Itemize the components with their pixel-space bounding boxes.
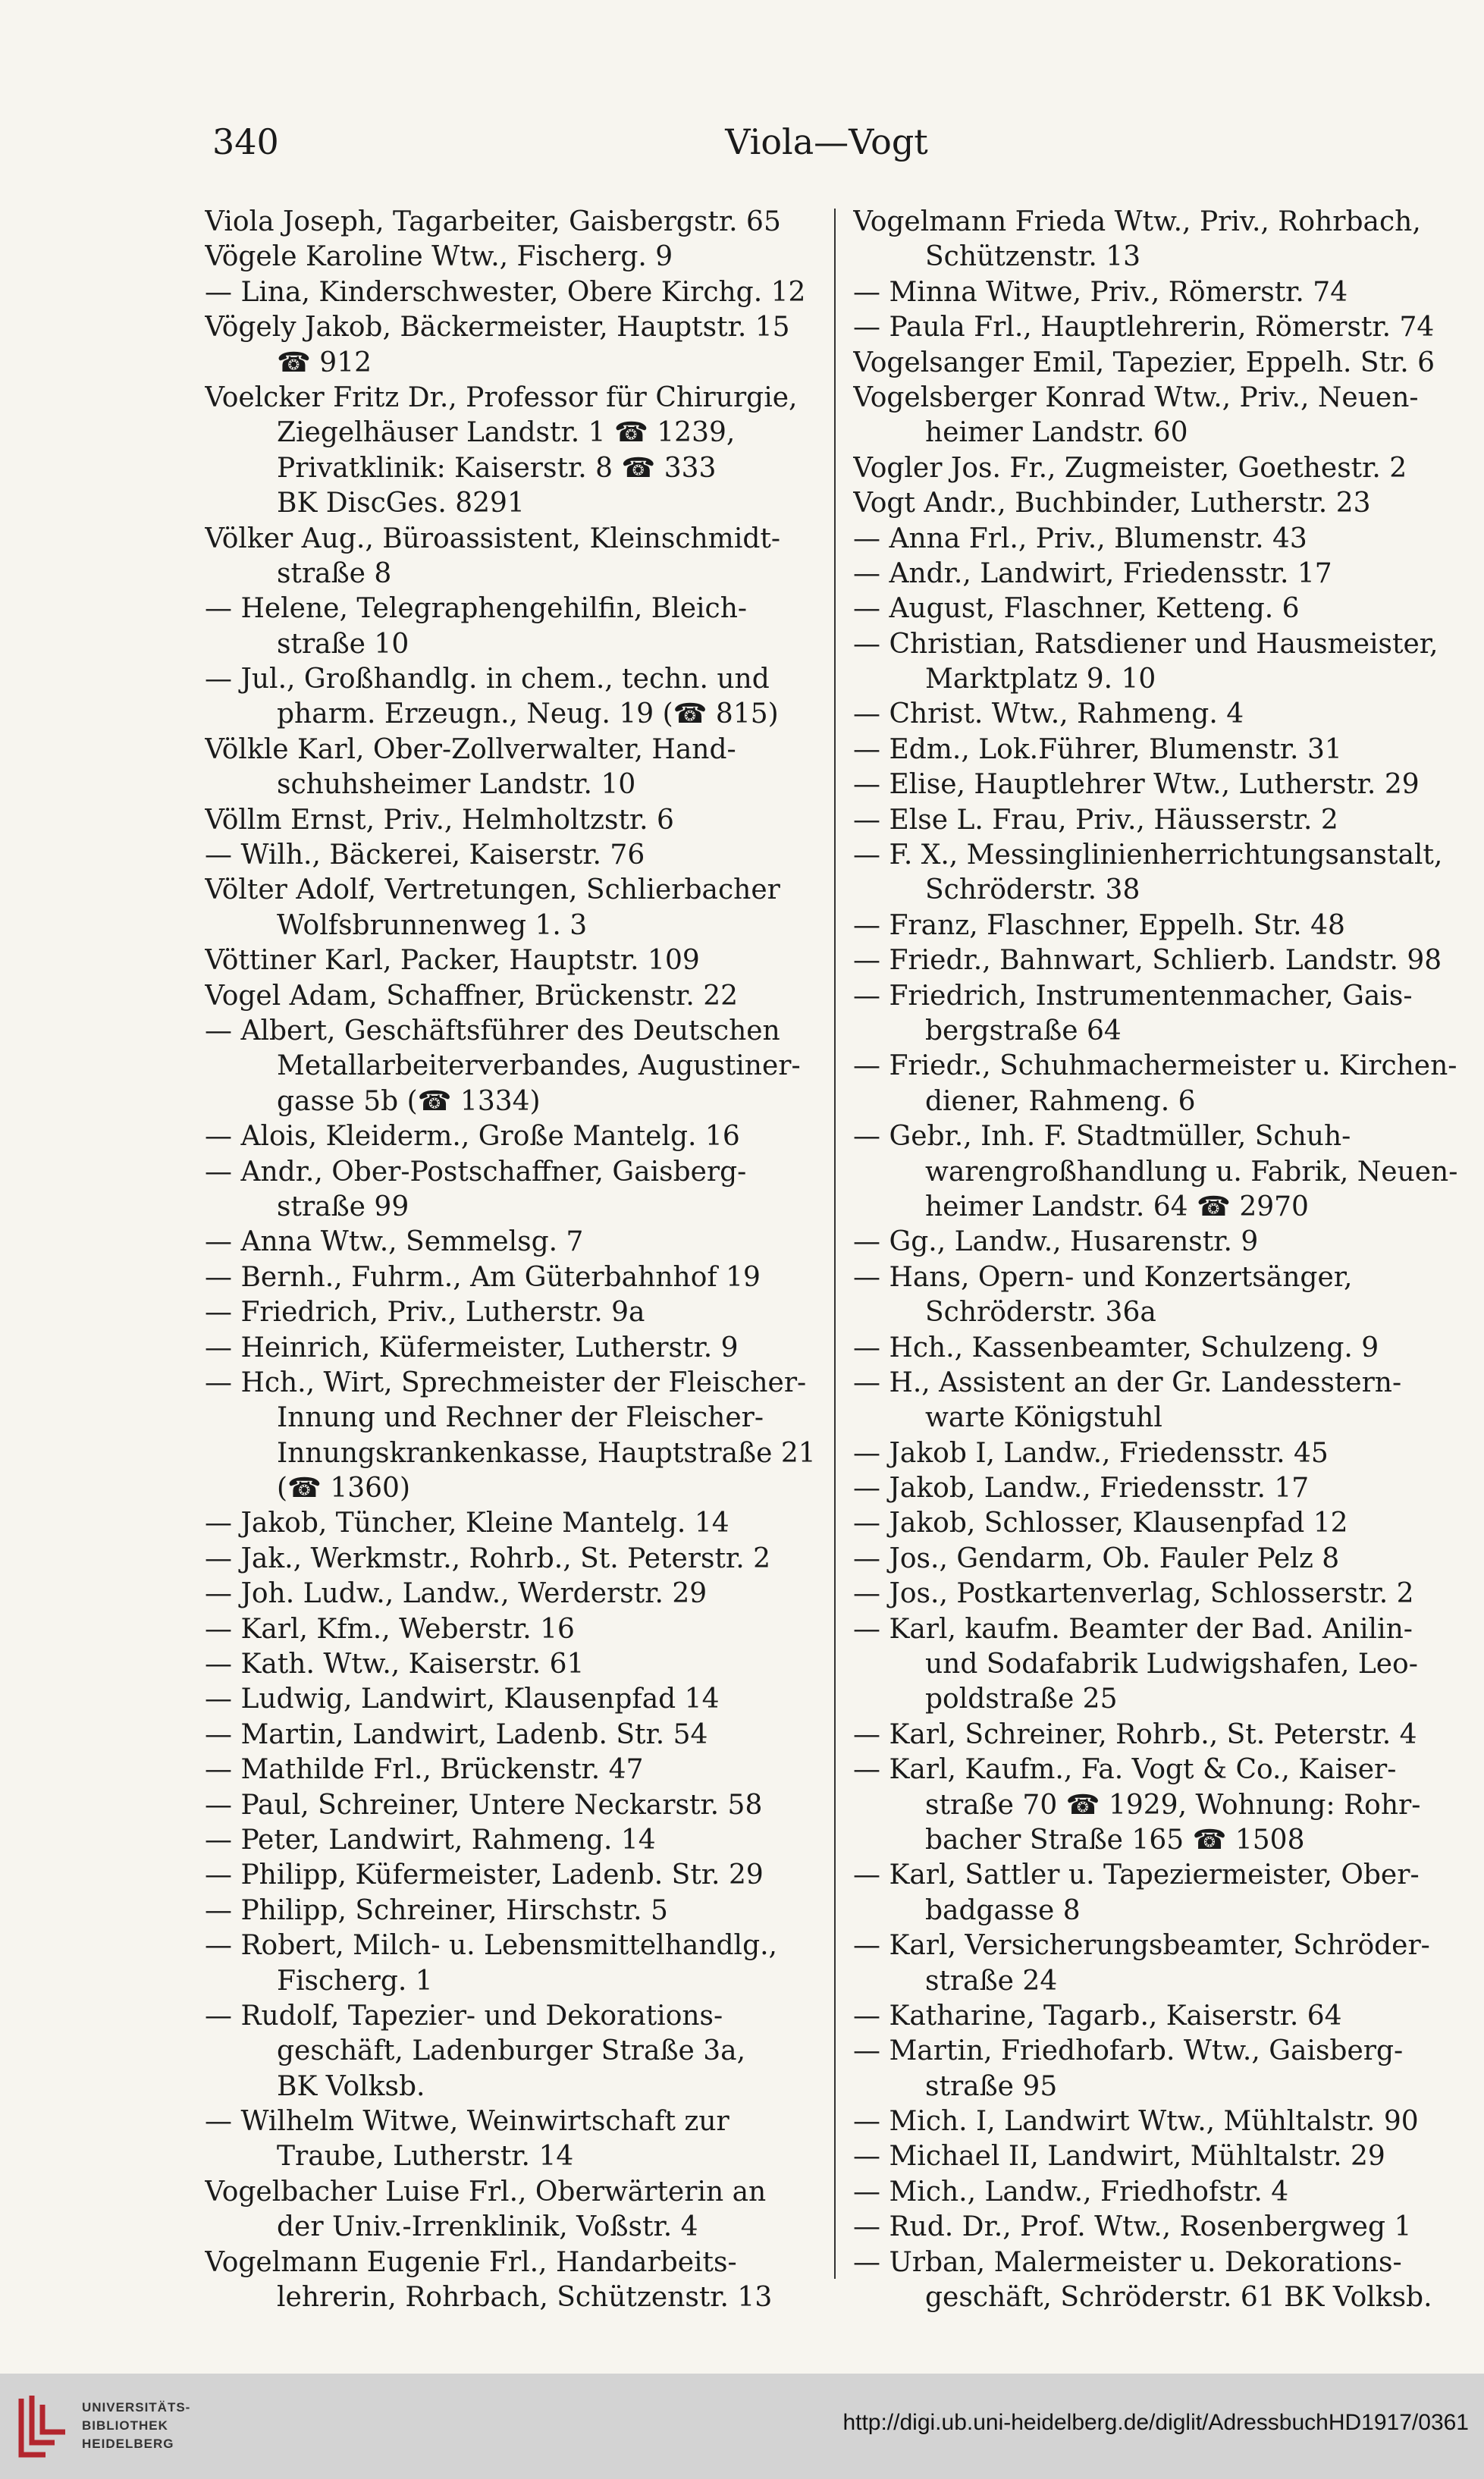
directory-entry-line: Vögely Jakob, Bäckermeister, Hauptstr. 15 <box>205 312 790 344</box>
directory-entry-line: — Gebr., Inh. F. Stadtmüller, Schuh- <box>853 1121 1351 1153</box>
entry-continuation-line: straße 8 <box>277 557 392 589</box>
directory-entry-line: — Karl, Sattler u. Tapeziermeister, Ober- <box>853 1859 1420 1891</box>
library-logo[interactable] <box>15 2393 197 2461</box>
entry-continuation-line: schuhsheimer Landstr. 10 <box>277 769 636 801</box>
entry-continuation-line: Innung und Rechner der Fleischer- <box>277 1402 764 1434</box>
directory-entry-line: — Mich. I, Landwirt Wtw., Mühltalstr. 90 <box>853 2106 1419 2138</box>
directory-entry-line: — Friedr., Bahnwart, Schlierb. Landstr. 98 <box>853 945 1442 977</box>
logo-line: BIBLIOTHEK <box>82 2418 168 2433</box>
directory-entry-line: Vogelsanger Emil, Tapezier, Eppelh. Str. 6 <box>853 347 1435 378</box>
footer-bar <box>0 2374 1484 2479</box>
directory-entry-line: — Joh. Ludw., Landw., Werderstr. 29 <box>205 1578 707 1610</box>
directory-entry-line: — Karl, Kfm., Weberstr. 16 <box>205 1613 575 1645</box>
entry-continuation-line: bergstraße 64 <box>925 1015 1122 1047</box>
entry-continuation-line: Marktplatz 9. 10 <box>925 664 1156 695</box>
entry-continuation-line: Schützenstr. 13 <box>925 241 1141 273</box>
entry-continuation-line: Ziegelhäuser Landstr. 1 ☎ 1239, <box>277 417 736 449</box>
directory-entry-line: — Hch., Kassenbeamter, Schulzeng. 9 <box>853 1332 1379 1363</box>
entry-continuation-line: heimer Landstr. 60 <box>925 417 1188 449</box>
directory-entry-line: Vögele Karoline Wtw., Fischerg. 9 <box>205 241 673 273</box>
directory-entry-line: — Elise, Hauptlehrer Wtw., Lutherstr. 29 <box>853 769 1420 801</box>
directory-entry-line: — Andr., Landwirt, Friedensstr. 17 <box>853 557 1332 589</box>
directory-entry-line: — Karl, Schreiner, Rohrb., St. Peterstr. 4 <box>853 1718 1417 1750</box>
directory-entry-line: Vogelsberger Konrad Wtw., Priv., Neuen- <box>853 381 1419 413</box>
page-number: 340 <box>212 121 279 162</box>
directory-entry-line: — Christ. Wtw., Rahmeng. 4 <box>853 698 1244 730</box>
directory-entry-line: — Rudolf, Tapezier- und Dekorations- <box>205 2000 723 2032</box>
directory-entry-line: Vogelbacher Luise Frl., Oberwärterin an <box>205 2176 767 2208</box>
page-header <box>212 121 1441 167</box>
entry-continuation-line: Innungskrankenkasse, Hauptstraße 21 <box>277 1437 816 1469</box>
directory-entry-line: — Jakob, Schlosser, Klausenpfad 12 <box>853 1508 1348 1539</box>
left-column <box>205 205 827 2315</box>
entry-continuation-line: straße 70 ☎ 1929, Wohnung: Rohr- <box>925 1789 1421 1821</box>
entry-continuation-line: Schröderstr. 36a <box>925 1297 1156 1329</box>
directory-entry-line: — Martin, Friedhofarb. Wtw., Gaisberg- <box>853 2035 1404 2067</box>
directory-entry-line: Vogt Andr., Buchbinder, Lutherstr. 23 <box>853 488 1371 519</box>
directory-entry-line: — F. X., Messinglinienherrichtungsanstalt, <box>853 839 1443 871</box>
directory-entry-line: — Karl, Kaufm., Fa. Vogt & Co., Kaiser- <box>853 1754 1397 1786</box>
entry-continuation-line: geschäft, Ladenburger Straße 3a, <box>277 2035 746 2067</box>
directory-entry-line: Völkle Karl, Ober-Zollverwalter, Hand- <box>205 733 736 765</box>
directory-entry-line: — Philipp, Schreiner, Hirschstr. 5 <box>205 1894 668 1926</box>
directory-entry-line: Vöttiner Karl, Packer, Hauptstr. 109 <box>205 945 700 977</box>
entry-continuation-line: poldstraße 25 <box>925 1684 1118 1715</box>
source-url-link[interactable]: http://digi.ub.uni-heidelberg.de/diglit/AdressbuchHD1917/0361 <box>842 2410 1469 2435</box>
directory-entry-line: Vogelmann Eugenie Frl., Handarbeits- <box>205 2246 737 2278</box>
entry-continuation-line: warengroßhandlung u. Fabrik, Neuen- <box>925 1156 1458 1188</box>
entry-continuation-line: und Sodafabrik Ludwigshafen, Leo- <box>925 1649 1418 1680</box>
directory-entry-line: — Helene, Telegraphengehilfin, Bleich- <box>205 593 748 625</box>
entry-continuation-line: diener, Rahmeng. 6 <box>925 1085 1196 1117</box>
directory-entry-line: — Katharine, Tagarb., Kaiserstr. 64 <box>853 2000 1342 2032</box>
entry-continuation-line: BK DiscGes. 8291 <box>277 488 525 519</box>
running-title: Viola—Vogt <box>725 121 928 162</box>
entry-continuation-line: straße 24 <box>925 1965 1058 1997</box>
directory-entry-line: — Jakob I, Landw., Friedensstr. 45 <box>853 1437 1329 1469</box>
directory-entry-line: — Wilhelm Witwe, Weinwirtschaft zur <box>205 2106 729 2138</box>
directory-entry-line: Vogelmann Frieda Wtw., Priv., Rohrbach, <box>853 206 1421 237</box>
entry-continuation-line: ☎ 912 <box>277 347 372 378</box>
directory-entry-line: — Franz, Flaschner, Eppelh. Str. 48 <box>853 909 1345 941</box>
library-logo-mark-icon <box>15 2393 73 2461</box>
entry-continuation-line: Metallarbeiterverbandes, Augustiner- <box>277 1050 801 1082</box>
directory-entry-line: — Michael II, Landwirt, Mühltalstr. 29 <box>853 2141 1385 2173</box>
directory-entry-line: — Jul., Großhandlg. in chem., techn. und <box>205 664 770 695</box>
directory-entry-line: Voelcker Fritz Dr., Professor für Chirurgie, <box>205 381 798 413</box>
entry-continuation-line: geschäft, Schröderstr. 61 BK Volksb. <box>925 2282 1432 2314</box>
entry-continuation-line: gasse 5b (☎ 1334) <box>277 1085 541 1117</box>
directory-entry-line: — August, Flaschner, Ketteng. 6 <box>853 593 1300 625</box>
directory-entry-line: — Jos., Gendarm, Ob. Fauler Pelz 8 <box>853 1542 1340 1574</box>
directory-entry-line: — Anna Frl., Priv., Blumenstr. 43 <box>853 522 1307 554</box>
directory-entry-line: Viola Joseph, Tagarbeiter, Gaisbergstr. 65 <box>205 206 781 237</box>
directory-entry-line: — Andr., Ober-Postschaffner, Gaisberg- <box>205 1156 747 1188</box>
directory-entry-line: — Hans, Opern- und Konzertsänger, <box>853 1261 1353 1293</box>
entry-continuation-line: straße 95 <box>925 2070 1058 2102</box>
directory-entry-line: — Heinrich, Küfermeister, Lutherstr. 9 <box>205 1332 739 1363</box>
directory-entry-line: — Karl, Versicherungsbeamter, Schröder- <box>853 1930 1430 1962</box>
right-column <box>853 205 1475 2315</box>
directory-entry-line: — Friedrich, Priv., Lutherstr. 9a <box>205 1297 645 1329</box>
directory-entry-line: Vogler Jos. Fr., Zugmeister, Goethestr. 2 <box>853 452 1407 484</box>
directory-entry-line: — Mich., Landw., Friedhofstr. 4 <box>853 2176 1289 2208</box>
directory-entry-line: — Wilh., Bäckerei, Kaiserstr. 76 <box>205 839 645 871</box>
entry-continuation-line: straße 99 <box>277 1191 409 1222</box>
directory-entry-line: — H., Assistent an der Gr. Landesstern- <box>853 1367 1402 1398</box>
directory-entry-line: — Gg., Landw., Husarenstr. 9 <box>853 1226 1259 1258</box>
logo-line: UNIVERSITÄTS- <box>82 2400 191 2415</box>
directory-entry-line: — Martin, Landwirt, Ladenb. Str. 54 <box>205 1718 708 1750</box>
entry-continuation-line: heimer Landstr. 64 ☎ 2970 <box>925 1191 1309 1222</box>
entry-continuation-line: pharm. Erzeugn., Neug. 19 (☎ 815) <box>277 698 779 730</box>
entry-continuation-line: lehrerin, Rohrbach, Schützenstr. 13 <box>277 2282 773 2314</box>
entry-continuation-line: Fischerg. 1 <box>277 1965 433 1997</box>
logo-line: HEIDELBERG <box>82 2437 174 2451</box>
directory-entry-line: — Robert, Milch- u. Lebensmittelhandlg., <box>205 1930 777 1962</box>
entry-continuation-line: BK Volksb. <box>277 2070 425 2102</box>
entry-continuation-line: warte Königstuhl <box>925 1402 1162 1434</box>
directory-entry-line: — Lina, Kinderschwester, Obere Kirchg. 12 <box>205 276 806 308</box>
entry-continuation-line: straße 10 <box>277 628 409 660</box>
directory-entry-line: — Rud. Dr., Prof. Wtw., Rosenbergweg 1 <box>853 2211 1412 2243</box>
entry-continuation-line: der Univ.-Irrenklinik, Voßstr. 4 <box>277 2211 698 2243</box>
directory-entry-line: — Karl, kaufm. Beamter der Bad. Anilin- <box>853 1613 1413 1645</box>
directory-entry-line: — Albert, Geschäftsführer des Deutschen <box>205 1015 780 1047</box>
entry-continuation-line: Traube, Lutherstr. 14 <box>277 2141 574 2173</box>
directory-entry-line: Vogel Adam, Schaffner, Brückenstr. 22 <box>205 980 739 1012</box>
entry-continuation-line: (☎ 1360) <box>277 1473 410 1505</box>
directory-entry-line: — Minna Witwe, Priv., Römerstr. 74 <box>853 276 1348 308</box>
directory-entry-line: Völker Aug., Büroassistent, Kleinschmidt- <box>205 522 781 554</box>
directory-entry-line: — Anna Wtw., Semmelsg. 7 <box>205 1226 584 1258</box>
directory-entry-line: — Friedrich, Instrumentenmacher, Gais- <box>853 980 1413 1012</box>
directory-entry-line: — Philipp, Küfermeister, Ladenb. Str. 29 <box>205 1859 764 1891</box>
directory-entry-line: — Paula Frl., Hauptlehrerin, Römerstr. 74 <box>853 312 1435 344</box>
directory-entry-line: — Jakob, Tüncher, Kleine Mantelg. 14 <box>205 1508 729 1539</box>
directory-entry-line: Völter Adolf, Vertretungen, Schlierbacher <box>205 874 780 906</box>
directory-entry-line: — Else L. Frau, Priv., Häusserstr. 2 <box>853 804 1338 836</box>
directory-entry-line: — Mathilde Frl., Brückenstr. 47 <box>205 1754 644 1786</box>
directory-entry-line: — Alois, Kleiderm., Große Mantelg. 16 <box>205 1121 740 1153</box>
directory-entry-line: — Peter, Landwirt, Rahmeng. 14 <box>205 1824 656 1856</box>
directory-entry-line: — Bernh., Fuhrm., Am Güterbahnhof 19 <box>205 1261 761 1293</box>
directory-entry-line: — Ludwig, Landwirt, Klausenpfad 14 <box>205 1684 720 1715</box>
directory-entry-line: — Urban, Malermeister u. Dekorations- <box>853 2246 1402 2278</box>
directory-entry-line: Völlm Ernst, Priv., Helmholtzstr. 6 <box>205 804 674 836</box>
entry-continuation-line: Wolfsbrunnenweg 1. 3 <box>277 909 588 941</box>
entry-continuation-line: badgasse 8 <box>925 1894 1081 1926</box>
directory-entry-line: — Christian, Ratsdiener und Hausmeister, <box>853 628 1439 660</box>
directory-entry-line: — Jak., Werkmstr., Rohrb., St. Peterstr. 2 <box>205 1542 770 1574</box>
directory-entry-line: — Jakob, Landw., Friedensstr. 17 <box>853 1473 1310 1505</box>
entry-continuation-line: bacher Straße 165 ☎ 1508 <box>925 1824 1305 1856</box>
directory-entry-line: — Paul, Schreiner, Untere Neckarstr. 58 <box>205 1789 763 1821</box>
directory-entry-line: — Kath. Wtw., Kaiserstr. 61 <box>205 1649 585 1680</box>
directory-entry-line: — Friedr., Schuhmachermeister u. Kirchen- <box>853 1050 1457 1082</box>
directory-entry-line: — Jos., Postkartenverlag, Schlosserstr. 2 <box>853 1578 1414 1610</box>
column-divider <box>834 209 836 2279</box>
directory-entry-line: — Edm., Lok.Führer, Blumenstr. 31 <box>853 733 1342 765</box>
library-logo-text <box>82 2399 190 2453</box>
directory-entry-line: — Hch., Wirt, Sprechmeister der Fleischer- <box>205 1367 807 1398</box>
entry-continuation-line: Schröderstr. 38 <box>925 874 1140 906</box>
entry-continuation-line: Privatklinik: Kaiserstr. 8 ☎ 333 <box>277 452 717 484</box>
